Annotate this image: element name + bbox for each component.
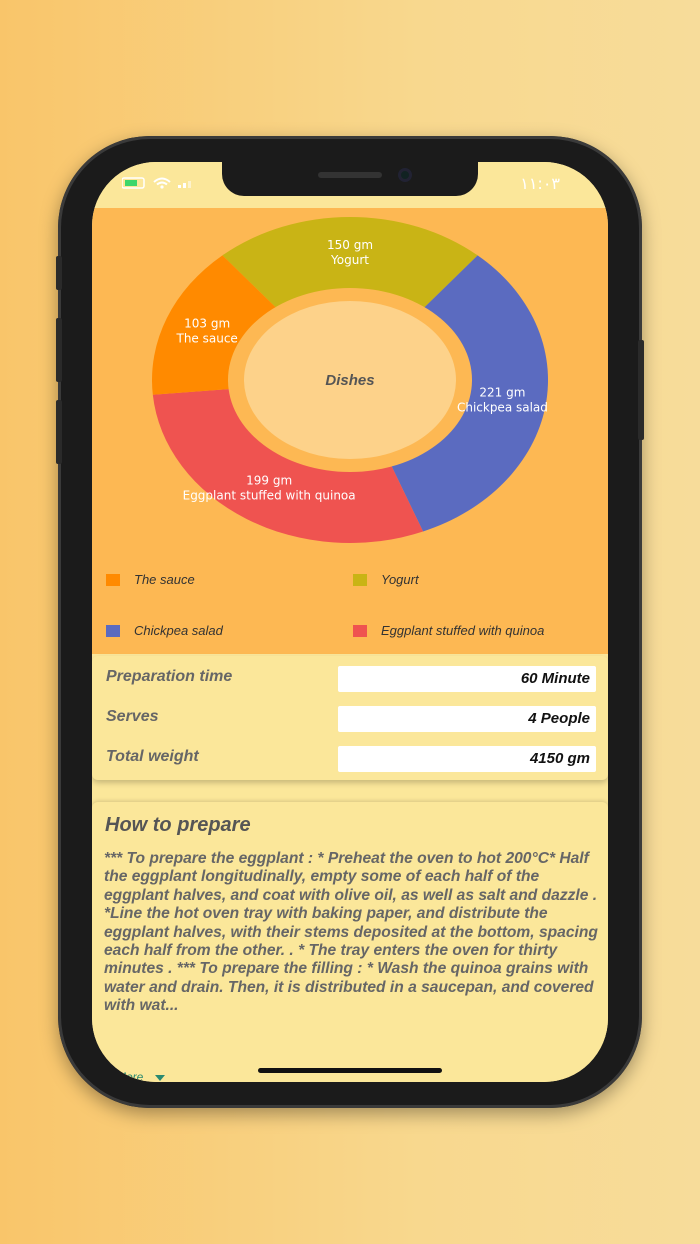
notch (222, 162, 478, 196)
legend-label-eggplant: Eggplant stuffed with quinoa (381, 623, 545, 638)
camera (398, 168, 412, 182)
more-button[interactable] (116, 1070, 165, 1082)
mute-switch (56, 256, 62, 290)
more-label: More (116, 1070, 144, 1082)
slice-value-yogurt: 150 gm (327, 237, 374, 252)
slice-label-chickpea: Chickpea salad (456, 400, 548, 415)
recipe-info-card (92, 656, 608, 780)
slice-value-chickpea: 221 gm (479, 385, 526, 400)
how-to-prepare-text: *** To prepare the eggplant : * Preheat the oven to hot 200°C* Half the eggplant longitudinally, empty some of each half of the eggplant halves, and coat with olive oil, as well as salt and dazzle . *Line the hot oven tray with baking paper, and distribute the eggplant halves, with their stems deposited at the bottom, spacing each half from the other. . * The tray enters the oven for thirty minutes . *** To prepare the filling : * Wash the quinoa grains with water and drain. Then, it is distributed in a saucepan, and covered with wat... (104, 850, 598, 1015)
legend-swatch-sauce (106, 574, 120, 586)
status-time: ١١:٠٣ (520, 174, 560, 193)
how-to-prepare-title: How to prepare (105, 814, 251, 836)
total-weight-field (338, 746, 596, 772)
serves-label: Serves (106, 708, 159, 725)
legend-swatch-yogurt (353, 574, 367, 586)
serves-value: 4 People (528, 710, 590, 727)
how-to-prepare-card (92, 802, 608, 1082)
speaker (318, 172, 382, 178)
preparation-time-label: Preparation time (106, 668, 233, 685)
legend-item-chickpea (106, 623, 223, 638)
slice-label-eggplant: Eggplant stuffed with quinoa (182, 488, 356, 503)
slice-label-sauce: The sauce (176, 331, 238, 346)
preparation-time-row (104, 666, 596, 692)
slice-value-sauce: 103 gm (184, 316, 231, 331)
dishes-chart-card (92, 208, 608, 654)
total-weight-row (104, 746, 596, 772)
status-icons (122, 176, 202, 193)
donut-chart (92, 208, 608, 548)
preparation-time-field (338, 666, 596, 692)
power-button (638, 340, 644, 440)
slice-value-eggplant: 199 gm (246, 473, 293, 488)
total-weight-label: Total weight (106, 748, 199, 765)
volume-down-button (56, 400, 62, 464)
legend-swatch-eggplant (353, 625, 367, 637)
legend-item-yogurt (353, 572, 419, 587)
screen (92, 162, 608, 1082)
volume-up-button (56, 318, 62, 382)
serves-row (104, 706, 596, 732)
legend-label-chickpea: Chickpea salad (134, 623, 223, 638)
chart-title: Dishes (325, 372, 375, 389)
legend-label-yogurt: Yogurt (381, 572, 419, 587)
serves-field (338, 706, 596, 732)
legend-swatch-chickpea (106, 625, 120, 637)
legend-item-eggplant (353, 623, 544, 638)
chevron-down-icon (155, 1075, 165, 1081)
total-weight-value: 4150 gm (529, 750, 590, 767)
legend-label-sauce: The sauce (134, 572, 195, 587)
slice-label-yogurt: Yogurt (331, 252, 370, 267)
preparation-time-value: 60 Minute (520, 670, 590, 687)
legend-item-sauce (106, 572, 195, 587)
home-indicator[interactable] (258, 1068, 442, 1073)
